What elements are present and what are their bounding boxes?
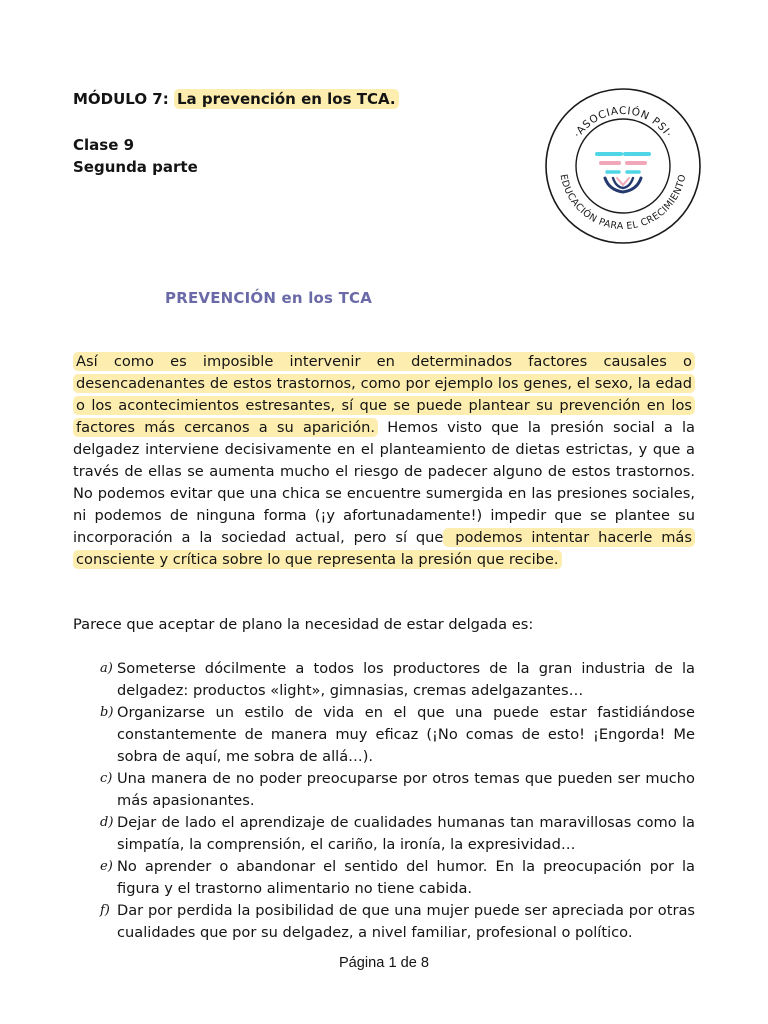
list-item-marker: f) (100, 903, 110, 918)
list-item-text: No aprender o abandonar el sentido del humor. En la preocupación por la figura y el trastorno alimentario no tiene cabida. (117, 858, 695, 897)
logo-bottom-text: EDUCACIÓN PARA EL CRECIMIENTO (557, 173, 689, 233)
list-item-marker: e) (100, 859, 113, 874)
list-item-text: Organizarse un estilo de vida en el que una puede estar fastidiándose constantemente de manera muy eficaz (¡No comas de esto! ¡Engorda! Me sobra de aquí, me sobra de allá…). (117, 704, 695, 765)
intro-text: Hemos visto que la presión social a la delgadez interviene decisivamente en el planteamiento de dietas estrictas, y que a través de ellas se aumenta mucho el riesgo de padecer alguno de estos trastornos. No podemos evitar que una chica se encuentre sumergida en las presiones sociales, ni podemos de ninguna forma (¡y afortunadamente!) impedir que se plantee su incorporación a la sociedad actual, pero sí que (73, 419, 695, 546)
list-item (100, 658, 695, 702)
svg-text:EDUCACIÓN PARA EL CRECIMIENTO (558, 173, 689, 232)
intro-highlight-1: Así como es imposible intervenir en determinados factores causales o desencadenantes de estos trastornos, como por ejemplo los genes, el sexo, la edad o los acontecimientos estresantes, sí que se puede plantear su prevención en los factores más cercanos a su aparición. (73, 352, 695, 437)
list-item (100, 812, 695, 856)
list-item-marker: d) (100, 815, 114, 830)
list-item (100, 856, 695, 900)
part-label: Segunda parte (73, 158, 198, 176)
consequences-list (100, 658, 695, 944)
list-item (100, 702, 695, 768)
asociacion-psi-logo (543, 86, 703, 246)
list-item (100, 900, 695, 944)
list-item-text: Dejar de lado el aprendizaje de cualidades humanas tan maravillosas como la simpatía, la comprensión, el cariño, la ironía, la expresividad… (117, 814, 695, 853)
list-item-marker: a) (100, 661, 113, 676)
list-item (100, 768, 695, 812)
list-lead-in: Parece que aceptar de plano la necesidad de estar delgada es: (73, 616, 534, 633)
logo-top-text: ·ASOCIACIÓN PSI· (571, 104, 675, 141)
module-topic: La prevención en los TCA. (174, 89, 399, 109)
section-title: PREVENCIÓN en los TCA (165, 289, 373, 307)
module-heading (73, 90, 399, 108)
list-item-marker: b) (100, 705, 114, 720)
page-number: Página 1 de 8 (338, 955, 430, 971)
list-item-marker: c) (100, 771, 113, 786)
intro-highlight-2: podemos intentar hacerle más consciente y crítica sobre lo que representa la presión que recibe. (73, 528, 695, 569)
list-item-text: Una manera de no poder preocuparse por otros temas que pueden ser mucho más apasionantes. (117, 770, 695, 809)
class-label: Clase 9 (73, 136, 135, 154)
svg-text:·ASOCIACIÓN PSI· (571, 105, 674, 140)
module-label: MÓDULO 7: (73, 90, 169, 108)
book-icon (597, 154, 649, 192)
list-item-text: Someterse dócilmente a todos los productores de la gran industria de la delgadez: productos «light», gimnasias, cremas adelgazantes… (117, 660, 695, 699)
logo-inner-ring (576, 119, 670, 213)
list-item-text: Dar por perdida la posibilidad de que una mujer puede ser apreciada por otras cualidades que por su delgadez, a nivel familiar, profesional o político. (117, 902, 695, 941)
intro-paragraph (73, 351, 695, 571)
